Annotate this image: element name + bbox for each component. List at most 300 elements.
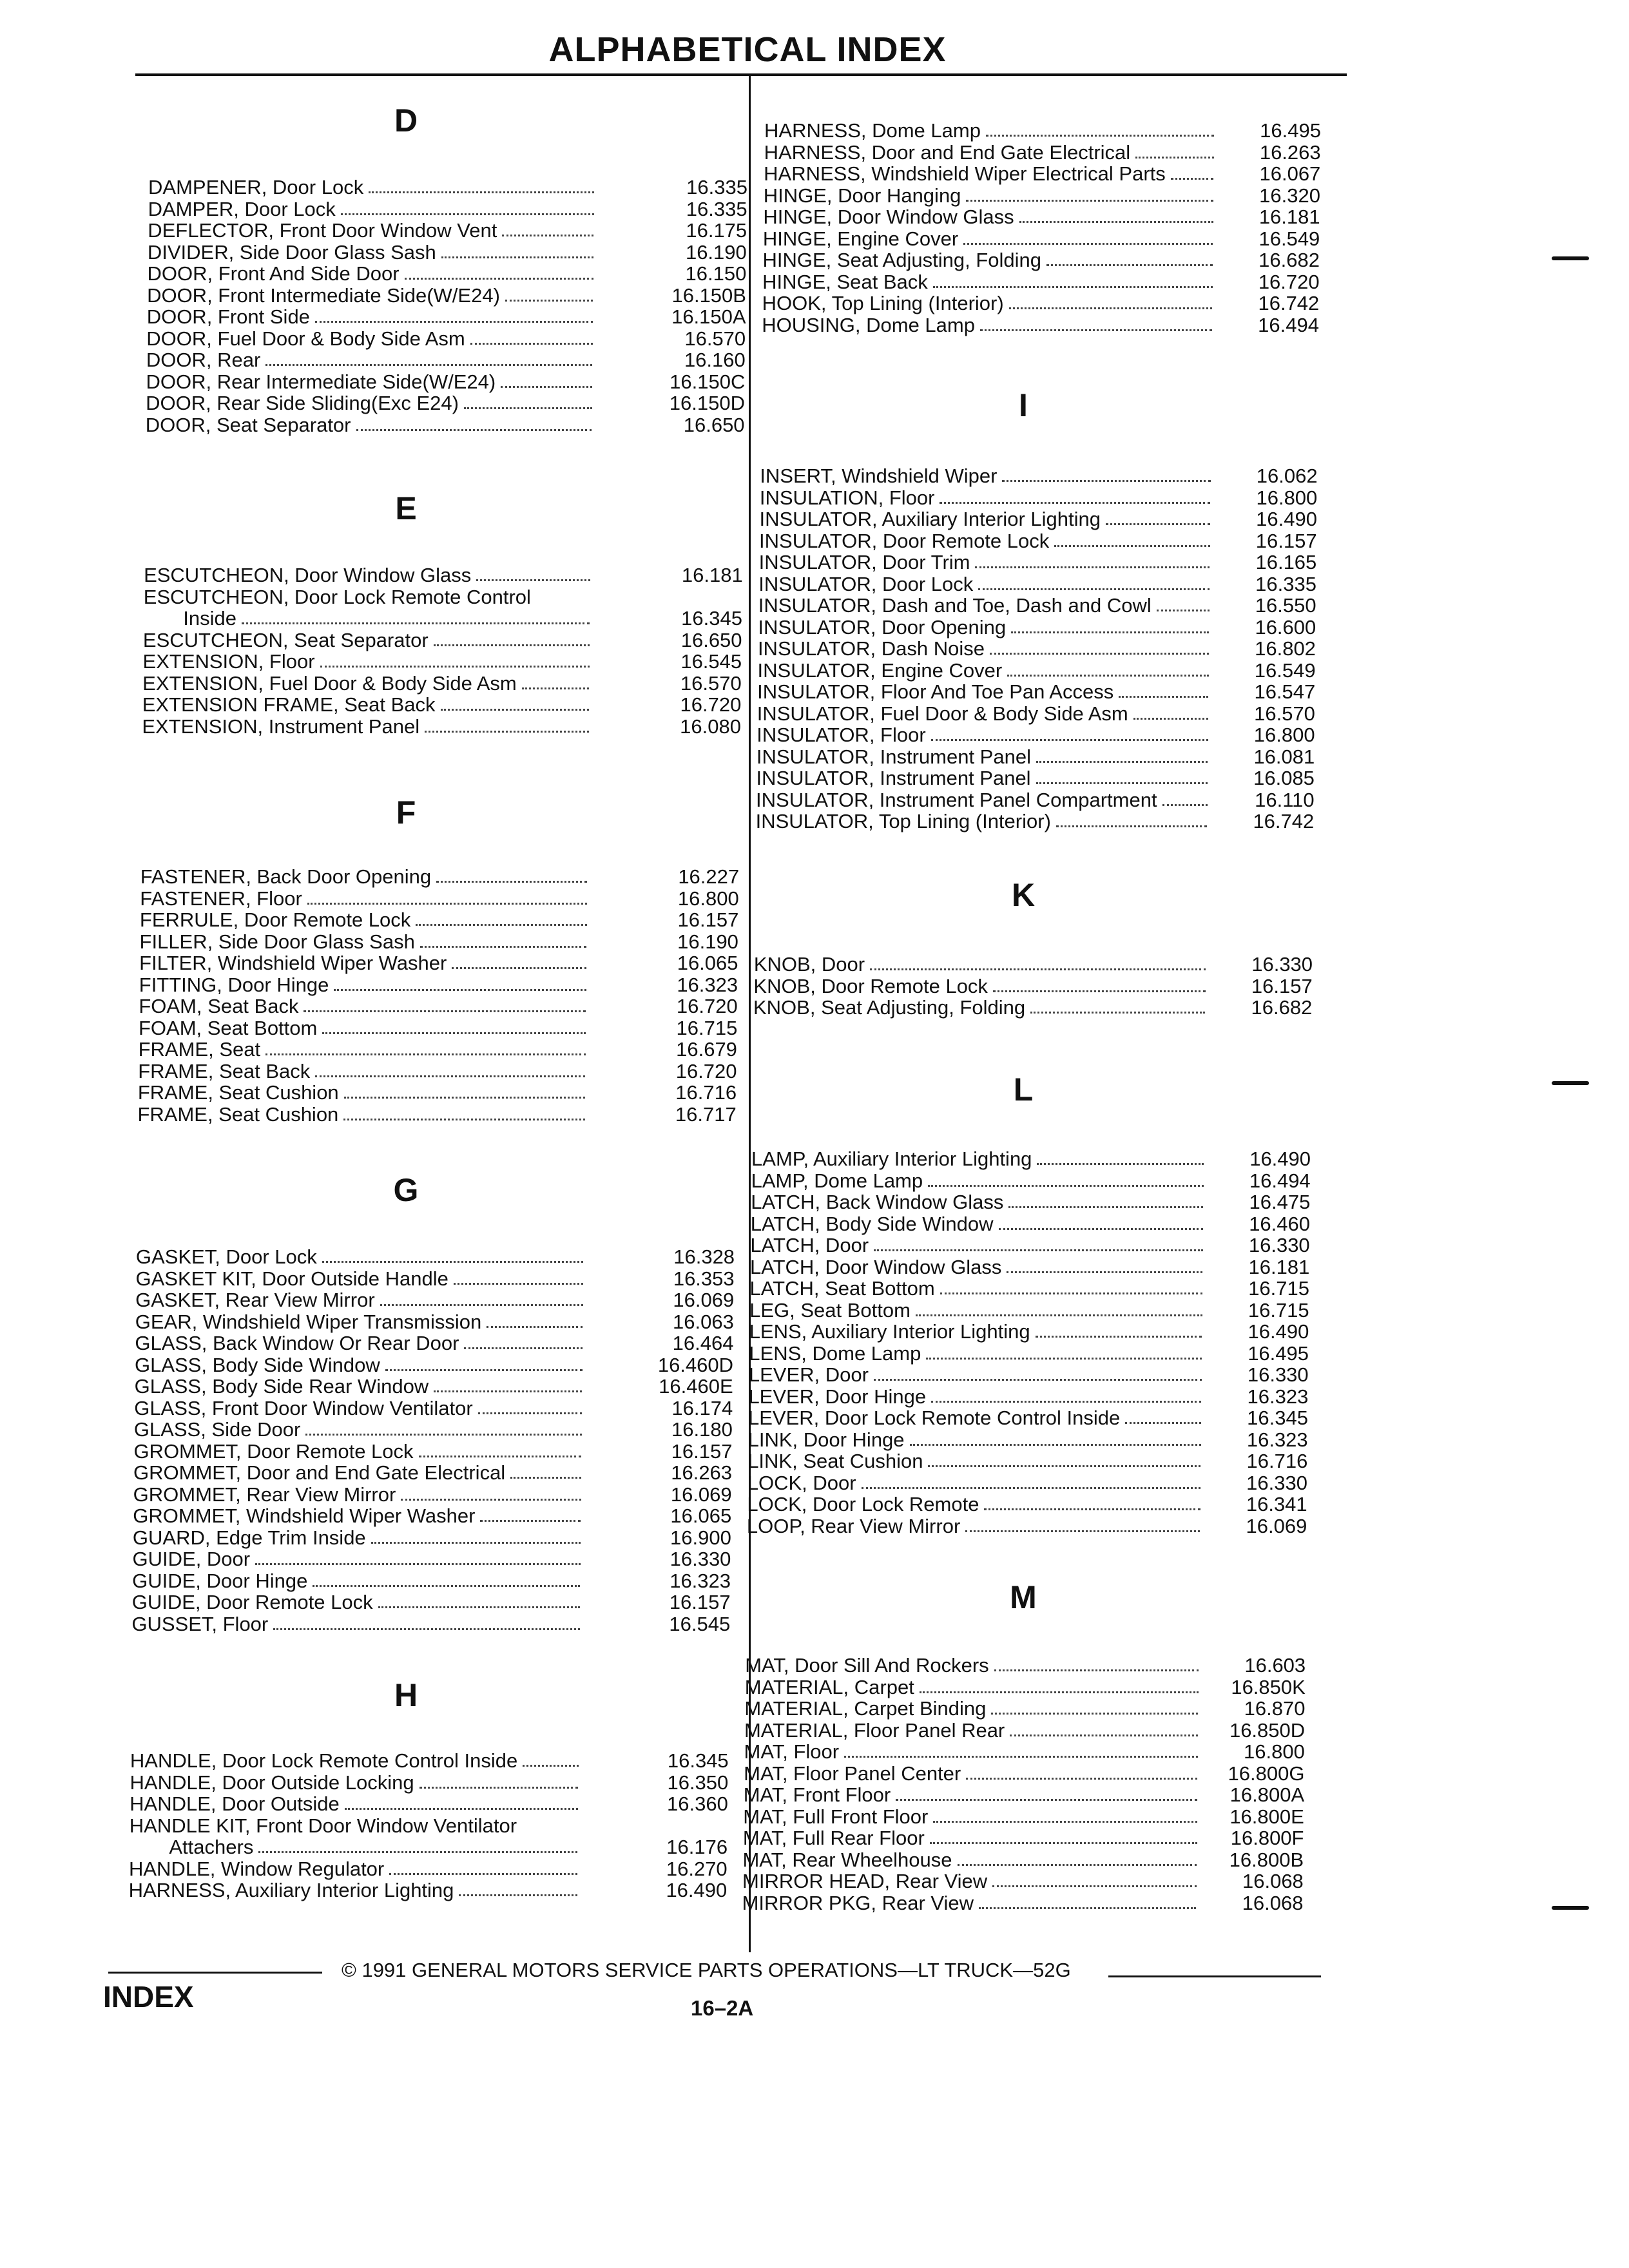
dot-leader xyxy=(1007,1271,1202,1273)
index-entry xyxy=(133,1439,733,1463)
entry-label: LATCH, Body Side Window xyxy=(750,1212,994,1235)
entry-page-number: 16.495 xyxy=(1260,119,1321,142)
entry-page-number: 16.547 xyxy=(1254,680,1316,703)
entry-label: ESCUTCHEON, Door Window Glass xyxy=(144,564,472,586)
section-letter: E xyxy=(395,490,417,526)
entry-label: INSULATOR, Dash Noise xyxy=(757,637,985,660)
index-entry xyxy=(749,1255,1310,1278)
entry-page-number: 16.679 xyxy=(676,1038,737,1061)
dot-leader xyxy=(510,1476,581,1479)
dot-leader xyxy=(1007,674,1208,677)
entry-label: INSULATOR, Instrument Panel xyxy=(756,745,1031,768)
index-entry xyxy=(128,1857,728,1880)
dot-leader xyxy=(999,1227,1203,1230)
index-entry xyxy=(749,1320,1309,1343)
dot-leader xyxy=(1171,177,1214,180)
index-entry xyxy=(763,184,1320,207)
entry-page-number: 16.490 xyxy=(666,1879,728,1901)
dot-leader xyxy=(965,1530,1200,1532)
dot-leader xyxy=(874,1249,1203,1251)
dot-leader xyxy=(990,652,1209,655)
entry-label: KNOB, Door xyxy=(753,953,865,975)
index-entry xyxy=(747,1471,1307,1494)
index-entry xyxy=(148,219,747,242)
entry-label: HARNESS, Auxiliary Interior Lighting xyxy=(128,1879,454,1901)
entry-page-number: 16.850K xyxy=(1231,1675,1306,1698)
index-entry xyxy=(764,140,1321,164)
dot-leader xyxy=(265,363,592,366)
entry-page-number: 16.720 xyxy=(676,995,738,1017)
entry-label: INSERT, Windshield Wiper xyxy=(760,465,998,487)
entry-label: DOOR, Front And Side Door xyxy=(147,262,400,285)
entry-page-number: 16.460E xyxy=(659,1375,733,1398)
index-entry xyxy=(762,313,1319,336)
entry-page-number: 16.715 xyxy=(1248,1298,1309,1321)
entry-page-number: 16.080 xyxy=(680,715,741,738)
dot-leader xyxy=(1009,307,1213,309)
entry-page-number: 16.330 xyxy=(1248,1234,1310,1256)
entry-page-number: 16.063 xyxy=(673,1310,734,1333)
dot-leader xyxy=(356,428,592,431)
dot-leader xyxy=(963,242,1213,245)
index-entry xyxy=(128,1879,728,1901)
index-entry xyxy=(751,1191,1311,1213)
dot-leader xyxy=(930,1841,1197,1844)
section-letter: D xyxy=(394,102,418,139)
dot-leader xyxy=(315,320,593,323)
entry-page-number: 16.270 xyxy=(666,1857,728,1880)
index-entry xyxy=(751,1148,1311,1170)
entry-label: FASTENER, Floor xyxy=(140,887,302,910)
dot-leader xyxy=(896,1798,1197,1801)
dot-leader xyxy=(405,277,593,280)
entry-page-number: 16.464 xyxy=(672,1332,734,1354)
index-entry xyxy=(148,176,747,198)
entry-label: FRAME, Seat Back xyxy=(138,1059,311,1082)
dot-leader xyxy=(975,566,1210,568)
index-entry xyxy=(762,249,1320,271)
index-entry xyxy=(757,658,1316,682)
entry-page-number: 16.330 xyxy=(1246,1471,1307,1494)
dot-leader xyxy=(966,199,1213,202)
dot-leader xyxy=(425,730,589,733)
entry-label: GUIDE, Door Hinge xyxy=(132,1569,308,1592)
entry-label: MAT, Full Rear Floor xyxy=(742,1827,925,1849)
dot-leader xyxy=(305,1433,581,1436)
dot-leader xyxy=(464,1347,583,1349)
entry-page-number: 16.345 xyxy=(1247,1407,1308,1429)
index-entry xyxy=(757,702,1315,725)
index-entry xyxy=(147,284,746,307)
entry-label: GROMMET, Rear View Mirror xyxy=(133,1483,396,1506)
entry-page-number: 16.069 xyxy=(1246,1514,1307,1537)
margin-mark xyxy=(1552,1906,1589,1910)
index-entry xyxy=(764,119,1321,142)
dot-leader xyxy=(242,622,590,624)
entry-page-number: 16.085 xyxy=(1253,767,1315,789)
entry-page-number: 16.460 xyxy=(1249,1212,1311,1235)
dot-leader xyxy=(1056,825,1207,827)
dot-leader xyxy=(928,1184,1204,1187)
dot-leader xyxy=(926,1357,1202,1360)
dot-leader xyxy=(1002,479,1210,482)
entry-page-number: 16.800 xyxy=(677,887,739,910)
dot-leader xyxy=(1106,523,1210,525)
dot-leader xyxy=(1119,695,1208,698)
dot-leader xyxy=(1125,1421,1201,1424)
entry-label: DIVIDER, Side Door Glass Sash xyxy=(147,240,436,264)
dot-leader xyxy=(470,342,593,345)
entry-page-number: 16.165 xyxy=(1255,551,1317,573)
entry-label: KNOB, Door Remote Lock xyxy=(753,974,988,997)
entry-label: FITTING, Door Hinge xyxy=(139,973,329,996)
dot-leader xyxy=(452,966,586,969)
entry-page-number: 16.345 xyxy=(667,1749,729,1772)
entry-label: LOCK, Door xyxy=(747,1471,856,1494)
dot-leader xyxy=(258,1850,577,1853)
index-entry xyxy=(757,724,1315,746)
entry-page-number: 16.717 xyxy=(675,1102,737,1126)
entry-page-number: 16.716 xyxy=(1246,1450,1308,1472)
index-entry xyxy=(749,1341,1309,1365)
dot-leader xyxy=(341,213,594,215)
entry-page-number: 16.570 xyxy=(680,671,742,695)
entry-page-number: 16.545 xyxy=(669,1612,731,1635)
entry-page-number: 16.549 xyxy=(1258,227,1320,250)
index-entry xyxy=(748,1363,1309,1386)
entry-label: ESCUTCHEON, Door Lock Remote Control xyxy=(143,585,531,608)
index-entry xyxy=(135,1267,735,1290)
entry-page-number: 16.800B xyxy=(1229,1848,1304,1871)
footer-section-label: INDEX xyxy=(103,1980,194,2013)
entry-label: HINGE, Door Hanging xyxy=(763,184,961,207)
entry-label: FILLER, Side Door Glass Sash xyxy=(139,930,415,953)
index-entry xyxy=(743,1783,1305,1806)
entry-page-number: 16.545 xyxy=(680,650,742,673)
entry-label: HANDLE, Window Regulator xyxy=(128,1857,385,1880)
dot-leader xyxy=(844,1755,1198,1758)
dot-leader xyxy=(1010,1734,1198,1736)
entry-page-number: 16.360 xyxy=(667,1792,728,1815)
dot-leader xyxy=(322,1260,584,1263)
index-entry xyxy=(133,1418,733,1441)
index-entry xyxy=(139,995,738,1017)
index-entry xyxy=(142,671,742,695)
section-letter: H xyxy=(394,1677,418,1713)
dot-leader xyxy=(502,234,593,236)
entry-label: INSULATOR, Door Remote Lock xyxy=(759,529,1050,552)
index-entry xyxy=(747,1428,1308,1451)
entry-page-number: 16.570 xyxy=(684,327,746,350)
index-entry xyxy=(758,572,1316,595)
dot-leader xyxy=(992,1885,1197,1887)
dot-leader xyxy=(1135,156,1213,159)
dot-leader xyxy=(315,1075,585,1077)
entry-page-number: 16.065 xyxy=(677,952,738,974)
entry-page-number: 16.460D xyxy=(657,1353,734,1376)
dot-leader xyxy=(478,1412,582,1414)
dot-leader xyxy=(522,687,590,689)
entry-page-number: 16.850D xyxy=(1229,1718,1306,1742)
index-entry xyxy=(134,1353,734,1376)
entry-page-number: 16.870 xyxy=(1244,1697,1306,1720)
index-entry xyxy=(744,1675,1306,1698)
entry-page-number: 16.495 xyxy=(1248,1341,1309,1365)
index-entry xyxy=(749,1277,1310,1300)
index-entry xyxy=(130,1771,729,1794)
index-entry xyxy=(133,1461,733,1484)
entry-page-number: 16.227 xyxy=(678,865,740,888)
dot-leader xyxy=(501,385,592,388)
title-rule xyxy=(135,73,1347,76)
entry-page-number: 16.110 xyxy=(1255,788,1315,811)
entry-label: LOCK, Door Lock Remote xyxy=(747,1493,979,1515)
index-entry xyxy=(745,1654,1306,1677)
entry-page-number: 16.353 xyxy=(673,1267,735,1290)
entry-label: HANDLE, Door Outside Locking xyxy=(130,1771,414,1794)
index-entry xyxy=(139,908,739,931)
entry-page-number: 16.682 xyxy=(1251,996,1313,1019)
entry-label: LEVER, Door Hinge xyxy=(748,1385,927,1408)
entry-label: GASKET, Door Lock xyxy=(135,1245,317,1268)
dot-leader xyxy=(304,1010,586,1012)
entry-page-number: 16.062 xyxy=(1256,465,1318,487)
index-entry xyxy=(750,1212,1311,1235)
entry-page-number: 16.150A xyxy=(671,305,746,328)
dot-leader xyxy=(916,1314,1202,1316)
dot-leader xyxy=(966,1777,1197,1780)
dot-leader xyxy=(416,923,586,926)
dot-leader xyxy=(1133,717,1208,720)
entry-page-number: 16.330 xyxy=(1247,1363,1309,1386)
entry-label: DOOR, Rear Intermediate Side(W/E24) xyxy=(146,370,496,393)
index-entry xyxy=(135,1310,734,1333)
entry-label: INSULATOR, Door Lock xyxy=(758,572,974,595)
entry-label: DOOR, Front Intermediate Side(W/E24) xyxy=(147,284,500,307)
index-entry xyxy=(135,1332,734,1354)
dot-leader xyxy=(255,1562,581,1565)
index-entry xyxy=(130,1792,728,1815)
dot-leader xyxy=(505,299,593,302)
entry-label: MAT, Full Front Floor xyxy=(743,1805,929,1828)
index-entry xyxy=(132,1526,731,1549)
index-entry xyxy=(762,227,1320,250)
dot-leader xyxy=(441,708,589,711)
entry-page-number: 16.069 xyxy=(670,1483,732,1506)
index-entry xyxy=(145,413,745,436)
index-entry xyxy=(748,1407,1308,1429)
entry-page-number: 16.715 xyxy=(676,1016,738,1039)
dot-leader xyxy=(862,1486,1200,1489)
entry-page-number: 16.323 xyxy=(1247,1385,1309,1408)
index-entry xyxy=(747,1450,1308,1472)
dot-leader xyxy=(931,1400,1201,1403)
index-entry xyxy=(133,1504,732,1527)
dot-leader xyxy=(1162,803,1208,806)
index-entry xyxy=(130,1749,729,1772)
dot-leader xyxy=(459,1894,577,1896)
index-entry xyxy=(146,349,746,371)
entry-page-number: 16.802 xyxy=(1255,637,1316,660)
dot-leader xyxy=(322,1032,586,1034)
entry-page-number: 16.180 xyxy=(671,1418,733,1441)
entry-label: GLASS, Front Door Window Ventilator xyxy=(134,1396,473,1419)
entry-page-number: 16.263 xyxy=(671,1461,733,1484)
index-entry xyxy=(757,680,1316,703)
entry-page-number: 16.181 xyxy=(1258,206,1320,228)
entry-label: DOOR, Front Side xyxy=(146,305,310,328)
dot-leader xyxy=(344,1096,585,1099)
index-entry xyxy=(753,974,1313,997)
dot-leader xyxy=(933,285,1213,288)
dot-leader xyxy=(313,1584,580,1587)
index-entry xyxy=(760,465,1318,487)
entry-label: DOOR, Seat Separator xyxy=(145,413,351,436)
entry-page-number: 16.067 xyxy=(1259,162,1321,185)
entry-label: MAT, Door Sill And Rockers xyxy=(745,1654,989,1677)
index-entry xyxy=(138,1038,737,1061)
index-entry xyxy=(744,1718,1306,1742)
entry-label: GLASS, Body Side Rear Window xyxy=(134,1375,429,1398)
entry-label: INSULATOR, Fuel Door & Body Side Asm xyxy=(757,702,1128,725)
margin-mark xyxy=(1552,1081,1589,1085)
entry-label: GROMMET, Windshield Wiper Washer xyxy=(133,1504,476,1527)
index-entry xyxy=(142,628,742,651)
margin-mark xyxy=(1552,256,1589,260)
entry-label: ESCUTCHEON, Seat Separator xyxy=(142,628,429,651)
index-entry xyxy=(133,1483,732,1506)
dot-leader xyxy=(380,1303,583,1306)
dot-leader xyxy=(979,1907,1196,1909)
entry-label: LATCH, Seat Bottom xyxy=(749,1277,935,1300)
entry-label: GUARD, Edge Trim Inside xyxy=(132,1526,366,1549)
index-entry xyxy=(758,594,1316,617)
dot-leader xyxy=(874,1378,1202,1381)
entry-page-number: 16.330 xyxy=(1251,953,1313,975)
entry-page-number: 16.900 xyxy=(670,1526,731,1549)
dot-leader xyxy=(419,1786,579,1789)
index-entry xyxy=(132,1548,731,1570)
index-entry xyxy=(744,1762,1305,1785)
dot-leader xyxy=(984,1508,1200,1510)
entry-page-number: 16.323 xyxy=(677,973,738,996)
entry-label: HINGE, Seat Adjusting, Folding xyxy=(762,249,1041,271)
index-entry xyxy=(749,1298,1309,1321)
entry-label: HOOK, Top Lining (Interior) xyxy=(762,292,1004,314)
entry-page-number: 16.263 xyxy=(1259,140,1321,164)
entry-label: LATCH, Door xyxy=(750,1234,869,1256)
dot-leader xyxy=(1011,631,1209,633)
index-entry xyxy=(135,1245,735,1268)
section-letter: I xyxy=(1019,387,1028,423)
entry-page-number: 16.323 xyxy=(670,1569,731,1592)
dot-leader xyxy=(480,1519,581,1522)
entry-label: INSULATOR, Engine Cover xyxy=(757,658,1003,682)
index-entry xyxy=(139,930,738,953)
dot-leader xyxy=(931,738,1208,741)
index-entry xyxy=(142,650,742,673)
entry-label: INSULATOR, Floor And Toe Pan Access xyxy=(757,680,1114,703)
index-entry xyxy=(748,1385,1309,1408)
entry-label: MIRROR PKG, Rear View xyxy=(742,1891,974,1914)
entry-label: HANDLE, Door Lock Remote Control Inside xyxy=(130,1749,518,1772)
entry-label: FRAME, Seat Cushion xyxy=(137,1102,339,1126)
index-entry xyxy=(139,973,738,996)
dot-leader xyxy=(523,1764,578,1767)
index-entry xyxy=(134,1396,733,1419)
entry-label: EXTENSION, Fuel Door & Body Side Asm xyxy=(142,671,517,695)
dot-leader xyxy=(441,256,593,258)
entry-page-number: 16.150 xyxy=(685,262,747,285)
index-entry xyxy=(142,715,741,738)
entry-page-number: 16.800 xyxy=(1244,1740,1305,1763)
index-entry xyxy=(758,615,1316,639)
index-entry xyxy=(146,392,745,414)
entry-label: MIRROR HEAD, Rear View xyxy=(742,1870,988,1892)
index-entry xyxy=(757,637,1316,660)
entry-label: INSULATOR, Instrument Panel Compartment xyxy=(756,788,1157,811)
entry-label: LENS, Auxiliary Interior Lighting xyxy=(749,1320,1030,1343)
entry-page-number: 16.490 xyxy=(1248,1320,1309,1343)
index-entry xyxy=(759,486,1318,509)
entry-page-number: 16.157 xyxy=(669,1591,731,1613)
index-entry xyxy=(751,1169,1311,1192)
index-entry xyxy=(139,952,738,974)
entry-label: GEAR, Windshield Wiper Transmission xyxy=(135,1310,482,1333)
entry-label: HARNESS, Windshield Wiper Electrical Parts xyxy=(764,162,1166,185)
entry-label: MAT, Front Floor xyxy=(743,1783,891,1806)
entry-label: HANDLE KIT, Front Door Window Ventilator xyxy=(129,1814,517,1837)
entry-page-number: 16.335 xyxy=(686,176,747,198)
dot-leader xyxy=(978,588,1210,590)
entry-label: LATCH, Back Window Glass xyxy=(751,1191,1004,1213)
entry-page-number: 16.800 xyxy=(1256,486,1318,509)
entry-label: INSULATION, Floor xyxy=(759,486,935,509)
index-entry xyxy=(138,1059,737,1082)
dot-leader xyxy=(307,902,587,905)
index-entry xyxy=(759,529,1317,552)
entry-label: HARNESS, Dome Lamp xyxy=(764,119,981,142)
entry-label: EXTENSION, Floor xyxy=(142,650,315,673)
entry-page-number: 16.494 xyxy=(1249,1169,1311,1192)
index-entry xyxy=(135,1289,735,1311)
dot-leader xyxy=(369,191,594,193)
entry-label: GROMMET, Door Remote Lock xyxy=(133,1439,414,1463)
entry-label: Inside xyxy=(183,607,237,629)
entry-label: INSULATOR, Door Trim xyxy=(758,551,970,573)
entry-label: FERRULE, Door Remote Lock xyxy=(139,908,411,931)
dot-leader xyxy=(1008,1206,1203,1208)
dot-leader xyxy=(434,644,590,646)
index-entry xyxy=(764,162,1321,185)
dot-leader xyxy=(910,1443,1201,1446)
index-entry xyxy=(147,240,747,264)
index-entry xyxy=(140,865,740,888)
entry-page-number: 16.742 xyxy=(1253,810,1315,832)
entry-page-number: 16.157 xyxy=(1251,974,1313,997)
entry-label: GROMMET, Door and End Gate Electrical xyxy=(133,1461,506,1484)
entry-label: HANDLE, Door Outside xyxy=(130,1792,340,1815)
index-entry xyxy=(146,305,746,328)
entry-page-number: 16.068 xyxy=(1242,1891,1304,1914)
entry-label: FRAME, Seat xyxy=(138,1038,261,1061)
entry-label: GUIDE, Door Remote Lock xyxy=(131,1591,373,1613)
index-entry xyxy=(130,1815,583,1836)
entry-label: DAMPENER, Door Lock xyxy=(148,176,364,198)
entry-page-number: 16.328 xyxy=(673,1245,735,1268)
dot-leader xyxy=(378,1606,580,1608)
dot-leader xyxy=(986,134,1214,137)
